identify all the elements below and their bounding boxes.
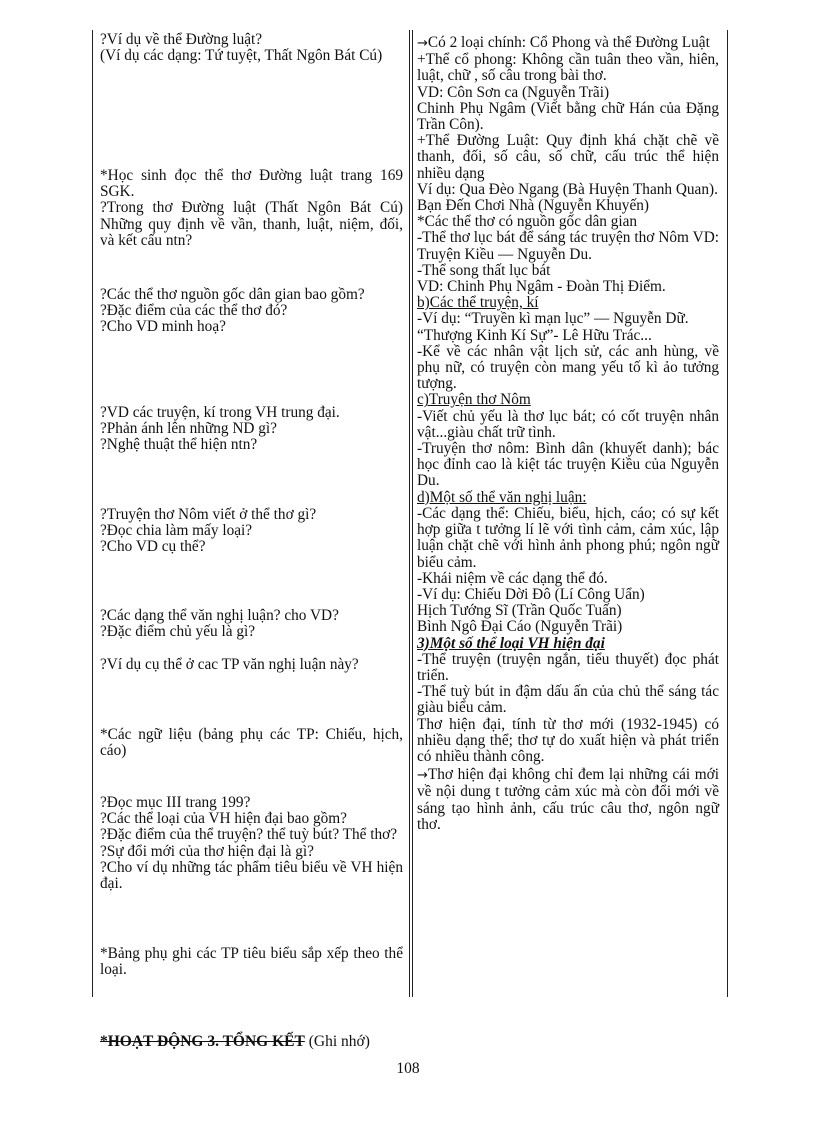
question-block-8 <box>100 727 403 759</box>
text-line: *Học sinh đọc thể thơ Đường luật trang 169 SGK. <box>100 167 403 201</box>
arrow-right-icon: → <box>417 36 428 51</box>
text-line: ?Ví dụ cụ thể ở cac TP văn nghị luận này? <box>100 656 359 673</box>
question-block-6 <box>100 608 403 640</box>
text-line: +Thể cổ phong: Không cần tuân theo vần, hiên, luật, chữ , số câu trong bài thơ. <box>417 51 719 85</box>
text-line: ?Các thể thơ nguồn gốc dân gian bao gồm? <box>100 286 365 303</box>
text-line: -Truyện thơ nôm: Bình dân (khuyết danh); bác học đỉnh cao là kiệt tác truyện Kiều của Nguyễn Du. <box>417 440 719 490</box>
text-line <box>417 767 719 833</box>
text-line: ?Phản ánh lên những ND gì? <box>100 420 277 438</box>
text-line: ?VD các truyện, kí trong VH trung đại. <box>100 404 340 421</box>
arrow-right-icon: → <box>417 768 428 784</box>
text-line: ?Truyện thơ Nôm viết ở thể thơ gì? <box>100 506 317 523</box>
question-block-10 <box>100 946 403 978</box>
text-line: ?Đặc điểm chủ yếu là gì? <box>100 623 256 641</box>
question-block-7 <box>100 657 403 673</box>
text-line: Bạn Đến Chơi Nhà (Nguyễn Khuyến) <box>417 197 649 215</box>
text-line: ?Cho VD minh hoạ? <box>100 318 226 336</box>
left-border-line <box>92 30 93 997</box>
text-line: Bình Ngô Đại Cáo (Nguyễn Trãi) <box>417 618 623 636</box>
section-heading-b: b)Các thể truyện, kí <box>417 294 539 312</box>
text-line: “Thượng Kinh Kí Sự”- Lê Hữu Trác... <box>417 326 652 344</box>
text-line: ?Cho VD cụ thể? <box>100 538 206 556</box>
question-block-4 <box>100 405 403 454</box>
question-block-9 <box>100 795 403 892</box>
section-heading-d: d)Một số thể văn nghị luận: <box>417 488 587 506</box>
right-border-line <box>727 30 728 997</box>
text-line: ?Cho ví dụ những tác phẩm tiêu biểu về VH hiện đại. <box>100 858 403 893</box>
text-line: -Thể tuỳ bút in đậm dấu ấn của chủ thể sáng tác giàu biểu cảm. <box>417 683 719 717</box>
text-line: -Kể về các nhân vật lịch sử, các anh hùng, về phụ nữ, có truyện còn mang yếu tố kì ảo tưởng tượng. <box>417 342 719 393</box>
text-line: ?Sự đổi mới của thơ hiện đại là gì? <box>100 842 314 860</box>
text-line: -Thể thơ lục bát để sáng tác truyện thơ Nôm VD: Truyện Kiều — Nguyễn Du. <box>417 229 719 263</box>
text-line: VD: Chinh Phụ Ngâm - Đoàn Thị Điểm. <box>417 278 666 296</box>
text-line <box>417 35 719 52</box>
text-line: ?Nghệ thuật thể hiện ntn? <box>100 436 258 454</box>
text-line: ?Ví dụ về thể Đường luật? <box>100 31 263 48</box>
text-line: *Các thể thơ có nguồn gốc dân gian <box>417 213 638 231</box>
question-block-5 <box>100 507 403 556</box>
text-line: -Khái niệm về các dạng thể đó. <box>417 569 608 587</box>
text-line: Chinh Phụ Ngâm (Viết bằng chữ Hán của Đặng Trần Côn). <box>417 99 719 134</box>
answer-block-1 <box>417 35 719 833</box>
middle-divider-line <box>409 30 410 997</box>
text-line: -Thể song thất lục bát <box>417 261 551 279</box>
text-line: VD: Côn Sơn ca (Nguyễn Trãi) <box>417 83 610 101</box>
middle-divider-line-2 <box>412 30 413 997</box>
text-line: ?Đọc chia làm mấy loại? <box>100 522 253 540</box>
question-block-3 <box>100 287 403 336</box>
text-line: +Thể Đường Luật: Quy định khá chặt chẽ về thanh, đối, số câu, số chữ, cấu trúc thể hiện nhiều dạng <box>417 132 719 182</box>
text-line: -Viết chủ yếu là thơ lục bát; có cốt truyện nhân vật...giàu chất trữ tình. <box>417 407 719 441</box>
text-line: -Các dạng thể: Chiếu, biểu, hịch, cáo; có sự kết hợp giữa t tưởng lí lẽ với tình cảm, cảm xúc, lập luận chặt chẽ với hình ảnh phong phú; ngôn ngữ biểu cảm. <box>417 504 719 571</box>
question-block-2 <box>100 168 403 249</box>
summary-heading <box>100 1033 370 1051</box>
section-heading-3: 3)Một số thể loại VH hiện đại <box>417 634 605 652</box>
question-block-1 <box>100 32 403 64</box>
text-span: Thơ hiện đại không chỉ đem lại những cái mới về nội dung t tưởng cảm xúc mà còn đổi mới về sáng tạo hình ảnh, cấu trúc câu thơ, ngôn ngữ thơ. <box>417 766 719 833</box>
page-number: 108 <box>396 1060 420 1077</box>
text-line: ?Trong thơ Đường luật (Thất Ngôn Bát Cú) Những quy định về vần, thanh, luật, niệm, đối, và kết cấu ntn? <box>100 199 403 249</box>
text-line: (Ví dụ các dạng: Tứ tuyệt, Thất Ngôn Bát Cú) <box>100 47 383 65</box>
summary-note: (Ghi nhớ) <box>304 1033 370 1050</box>
text-line: Ví dụ: Qua Đèo Ngang (Bà Huyện Thanh Quan). <box>417 180 718 198</box>
text-line: -Ví dụ: Chiếu Dời Đô (Lí Công Uẩn) <box>417 585 645 603</box>
text-line: -Thể truyện (truyện ngắn, tiểu thuyết) đọc phát triển. <box>417 650 719 684</box>
text-line: ?Đọc mục III trang 199? <box>100 794 251 811</box>
text-line: ?Đặc điểm của thể truyện? thể tuỳ bút? Thể thơ? <box>100 826 398 844</box>
section-heading-c: c)Truyện thơ Nôm <box>417 391 531 409</box>
summary-title: *HOẠT ĐỘNG 3. TỔNG KẾT <box>100 1033 305 1050</box>
text-line: *Bảng phụ ghi các TP tiêu biểu sắp xếp theo thể loại. <box>100 945 403 979</box>
text-line: Hịch Tướng Sĩ (Trần Quốc Tuấn) <box>417 602 622 620</box>
text-line: -Ví dụ: “Truyền kì mạn lục” — Nguyễn Dữ. <box>417 310 689 328</box>
text-line: ?Đặc điểm của các thể thơ đó? <box>100 302 288 320</box>
text-line: Thơ hiện đại, tính từ thơ mới (1932-1945) có nhiều dạng thể; thơ tự do xuất hiện và phát triển có nhiều thành công. <box>417 715 719 765</box>
text-span: Có 2 loại chính: Cổ Phong và thể Đường Luật <box>427 34 710 51</box>
text-line: ?Các dạng thể văn nghị luận? cho VD? <box>100 607 339 624</box>
text-line: *Các ngữ liệu (bảng phụ các TP: Chiếu, hịch, cáo) <box>100 726 403 760</box>
text-line: ?Các thể loại của VH hiện đại bao gồm? <box>100 810 347 828</box>
